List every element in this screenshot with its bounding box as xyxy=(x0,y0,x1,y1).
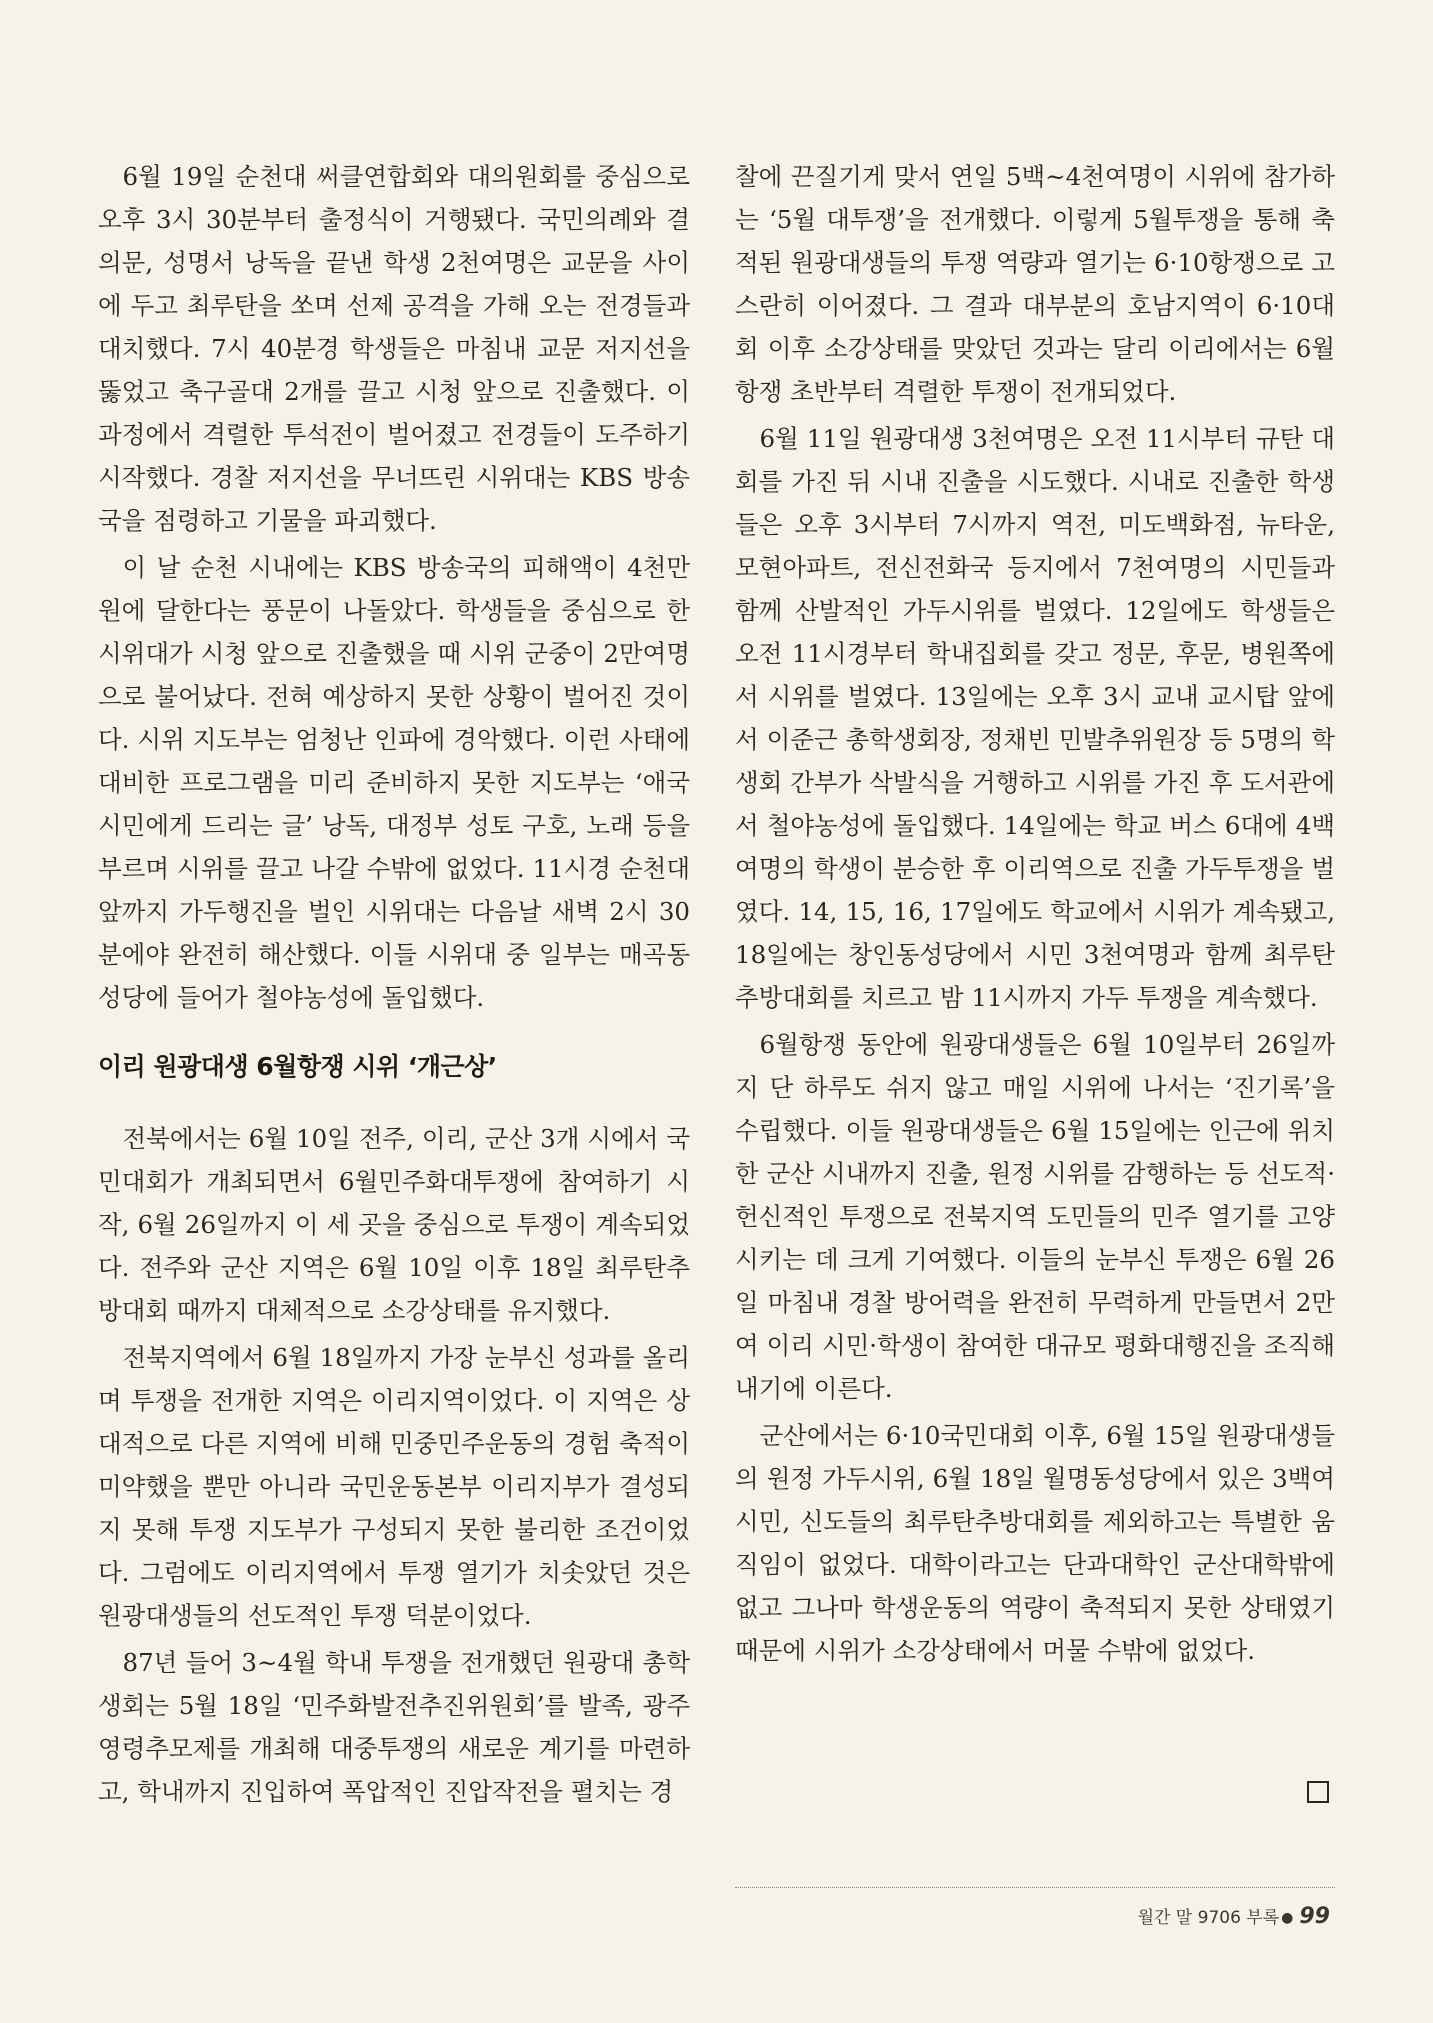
right-column xyxy=(735,155,1335,1676)
paragraph: 6월 11일 원광대생 3천여명은 오전 11시부터 규탄 대회를 가진 뒤 시내 진출을 시도했다. 시내로 진출한 학생들은 오후 3시부터 7시까지 역전, 미도백화점, 뉴타운, 모현아파트, 전신전화국 등지에서 7천여명의 시민들과 함께 산발적인 가두시위를 벌였다. 12일에도 학생들은 오전 11시경부터 학내집회를 갖고 정문, 후문, 병원쪽에서 시위를 벌였다. 13일에는 오후 3시 교내 교시탑 앞에서 이준근 총학생회장, 정채빈 민발추위원장 등 5명의 학생회 간부가 삭발식을 거행하고 시위를 가진 후 도서관에서 철야농성에 돌입했다. 14일에는 학교 버스 6대에 4백여명의 학생이 분승한 후 이리역으로 진출 가두투쟁을 벌였다. 14, 15, 16, 17일에도 학교에서 시위가 계속됐고, 18일에는 창인동성당에서 시민 3천여명과 함께 최루탄추방대회를 치르고 밤 11시까지 가두 투쟁을 계속했다. xyxy=(735,424,1335,1012)
paragraph: 87년 들어 3~4월 학내 투쟁을 전개했던 원광대 총학생회는 5월 18일 ‘민주화발전추진위원회’를 발족, 광주영령추모제를 개최해 대중투쟁의 새로운 계기를 마련하고, 학내까지 진입하여 폭압적인 진압작전을 펼치는 경 xyxy=(98,1648,690,1806)
left-column xyxy=(98,155,690,1817)
footer-divider xyxy=(735,1887,1335,1888)
end-of-article-square-icon xyxy=(1307,1781,1329,1803)
page-number: 99 xyxy=(1299,1904,1330,1929)
paragraph-continued: 찰에 끈질기게 맞서 연일 5백~4천여명이 시위에 참가하는 ‘5월 대투쟁’을 전개했다. 이렇게 5월투쟁을 통해 축적된 원광대생들의 투쟁 역량과 열기는 6·10항쟁으로 고스란히 이어졌다. 그 결과 대부분의 호남지역이 6·10대회 이후 소강상태를 맞았던 것과는 달리 이리에서는 6월항쟁 초반부터 격렬한 투쟁이 전개되었다. xyxy=(735,162,1335,406)
magazine-name: 월간 말 9706 부록 xyxy=(1137,1908,1280,1928)
paragraph: 전북지역에서 6월 18일까지 가장 눈부신 성과를 올리며 투쟁을 전개한 지역은 이리지역이었다. 이 지역은 상대적으로 다른 지역에 비해 민중민주운동의 경험 축적이 미약했을 뿐만 아니라 국민운동본부 이리지부가 결성되지 못해 투쟁 지도부가 구성되지 못한 불리한 조건이었다. 그럼에도 이리지역에서 투쟁 열기가 치솟았던 것은 원광대생들의 선도적인 투쟁 덕분이었다. xyxy=(98,1343,690,1630)
paragraph: 전북에서는 6월 10일 전주, 이리, 군산 3개 시에서 국민대회가 개최되면서 6월민주화대투쟁에 참여하기 시작, 6월 26일까지 이 세 곳을 중심으로 투쟁이 계속되었다. 전주와 군산 지역은 6월 10일 이후 18일 최루탄추방대회 때까지 대체적으로 소강상태를 유지했다. xyxy=(98,1124,690,1325)
bullet-icon: ● xyxy=(1281,1910,1294,1926)
section-heading: 이리 원광대생 6월항쟁 시위 ‘개근상’ xyxy=(98,1052,497,1081)
paragraph: 6월항쟁 동안에 원광대생들은 6월 10일부터 26일까지 단 하루도 쉬지 않고 매일 시위에 나서는 ‘진기록’을 수립했다. 이들 원광대생들은 6월 15일에는 인근에 위치한 군산 시내까지 진출, 원정 시위를 감행하는 등 선도적·헌신적인 투쟁으로 전북지역 도민들의 민주 열기를 고양시키는 데 크게 기여했다. 이들의 눈부신 투쟁은 6월 26일 마침내 경찰 방어력을 완전히 무력하게 만들면서 2만여 이리 시민·학생이 참여한 대규모 평화대행진을 조직해 내기에 이른다. xyxy=(735,1030,1335,1403)
paragraph: 6월 19일 순천대 써클연합회와 대의원회를 중심으로 오후 3시 30분부터 출정식이 거행됐다. 국민의례와 결의문, 성명서 낭독을 끝낸 학생 2천여명은 교문을 사이에 두고 최루탄을 쏘며 선제 공격을 가해 오는 전경들과 대치했다. 7시 40분경 학생들은 마침내 교문 저지선을 뚫었고 축구골대 2개를 끌고 시청 앞으로 진출했다. 이 과정에서 격렬한 투석전이 벌어졌고 전경들이 도주하기 시작했다. 경찰 저지선을 무너뜨린 시위대는 KBS 방송국을 점령하고 기물을 파괴했다. xyxy=(98,162,690,535)
paragraph: 이 날 순천 시내에는 KBS 방송국의 피해액이 4천만원에 달한다는 풍문이 나돌았다. 학생들을 중심으로 한 시위대가 시청 앞으로 진출했을 때 시위 군중이 2만여명으로 불어났다. 전혀 예상하지 못한 상황이 벌어진 것이다. 시위 지도부는 엄청난 인파에 경악했다. 이런 사태에 대비한 프로그램을 미리 준비하지 못한 지도부는 ‘애국시민에게 드리는 글’ 낭독, 대정부 성토 구호, 노래 등을 부르며 시위를 끌고 나갈 수밖에 없었다. 11시경 순천대 앞까지 가두행진을 벌인 시위대는 다음날 새벽 2시 30분에야 완전히 해산했다. 이들 시위대 중 일부는 매곡동성당에 들어가 철야농성에 돌입했다. xyxy=(98,553,690,1012)
paragraph: 군산에서는 6·10국민대회 이후, 6월 15일 원광대생들의 원정 가두시위, 6월 18일 월명동성당에서 있은 3백여 시민, 신도들의 최루탄추방대회를 제외하고는 특별한 움직임이 없었다. 대학이라고는 단과대학인 군산대학밖에 없고 그나마 학생운동의 역량이 축적되지 못한 상태였기 때문에 시위가 소강상태에서 머물 수밖에 없었다. xyxy=(735,1421,1335,1665)
page-footer xyxy=(1138,1900,1330,1936)
